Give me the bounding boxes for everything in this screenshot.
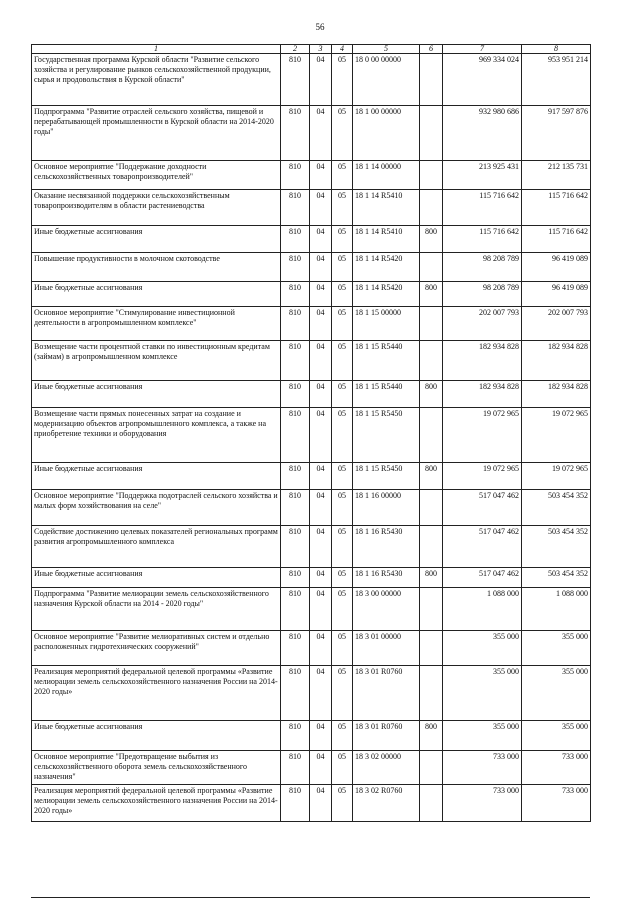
table-row — [32, 54, 591, 106]
row-expense-type — [420, 666, 443, 721]
row-ministry-code: 810 — [281, 588, 310, 631]
table-row — [32, 190, 591, 226]
row-expense-type: 800 — [420, 721, 443, 751]
column-header-5: 5 — [353, 45, 420, 54]
row-section-code: 04 — [310, 190, 332, 226]
table-row — [32, 568, 591, 588]
row-amount-col7: 355 000 — [443, 721, 522, 751]
row-expense-type — [420, 341, 443, 381]
table-row — [32, 381, 591, 408]
column-header-7: 7 — [443, 45, 522, 54]
row-name: Иные бюджетные ассигнования — [32, 463, 281, 490]
row-amount-col8: 19 072 965 — [522, 408, 591, 463]
row-amount-col7: 182 934 828 — [443, 341, 522, 381]
row-amount-col8: 115 716 642 — [522, 190, 591, 226]
row-amount-col7: 1 088 000 — [443, 588, 522, 631]
row-target-article: 18 1 16 R5430 — [353, 526, 420, 568]
row-section-code: 04 — [310, 381, 332, 408]
row-expense-type — [420, 526, 443, 568]
table-row — [32, 106, 591, 161]
row-amount-col8: 503 454 352 — [522, 490, 591, 526]
row-amount-col7: 19 072 965 — [443, 463, 522, 490]
row-expense-type — [420, 253, 443, 282]
column-header-4: 4 — [332, 45, 353, 54]
row-amount-col8: 733 000 — [522, 751, 591, 785]
row-ministry-code: 810 — [281, 282, 310, 307]
row-section-code: 04 — [310, 253, 332, 282]
row-ministry-code: 810 — [281, 463, 310, 490]
row-expense-type: 800 — [420, 568, 443, 588]
row-amount-col8: 96 419 089 — [522, 282, 591, 307]
table-row — [32, 341, 591, 381]
row-expense-type — [420, 588, 443, 631]
row-section-code: 04 — [310, 307, 332, 341]
table-row — [32, 631, 591, 666]
table-row — [32, 526, 591, 568]
row-subsection-code: 05 — [332, 526, 353, 568]
row-amount-col7: 115 716 642 — [443, 190, 522, 226]
row-target-article: 18 1 14 R5410 — [353, 226, 420, 253]
row-section-code: 04 — [310, 751, 332, 785]
row-amount-col8: 355 000 — [522, 666, 591, 721]
table-row — [32, 282, 591, 307]
row-subsection-code: 05 — [332, 463, 353, 490]
row-subsection-code: 05 — [332, 253, 353, 282]
row-name: Подпрограмма "Развитие мелиорации земель сельскохозяйственного назначения Курской области на 2014 - 2020 годы" — [32, 588, 281, 631]
row-amount-col7: 517 047 462 — [443, 568, 522, 588]
row-ministry-code: 810 — [281, 631, 310, 666]
table-row — [32, 721, 591, 751]
row-name: Реализация мероприятий федеральной целевой программы «Развитие мелиорации земель сельскохозяйственного назначения России на 2014-2020 годы» — [32, 666, 281, 721]
row-name: Иные бюджетные ассигнования — [32, 282, 281, 307]
row-subsection-code: 05 — [332, 568, 353, 588]
row-name: Основное мероприятие "Поддержание доходности сельскохозяйственных товаропроизводителей" — [32, 161, 281, 190]
row-target-article: 18 1 16 R5430 — [353, 568, 420, 588]
row-amount-col7: 202 007 793 — [443, 307, 522, 341]
row-amount-col7: 355 000 — [443, 631, 522, 666]
row-name: Основное мероприятие "Развитие мелиоративных систем и отдельно расположенных гидротехнических сооружений" — [32, 631, 281, 666]
row-section-code: 04 — [310, 341, 332, 381]
row-section-code: 04 — [310, 526, 332, 568]
row-target-article: 18 1 15 00000 — [353, 307, 420, 341]
row-section-code: 04 — [310, 161, 332, 190]
row-expense-type — [420, 785, 443, 822]
row-name: Основное мероприятие "Предотвращение выбытия из сельскохозяйственного оборота земель сельскохозяйственного назначения" — [32, 751, 281, 785]
row-target-article: 18 0 00 00000 — [353, 54, 420, 106]
row-ministry-code: 810 — [281, 190, 310, 226]
row-target-article: 18 1 14 R5420 — [353, 282, 420, 307]
row-target-article: 18 3 02 R0760 — [353, 785, 420, 822]
table-row — [32, 785, 591, 822]
row-expense-type: 800 — [420, 226, 443, 253]
table-row — [32, 253, 591, 282]
row-subsection-code: 05 — [332, 785, 353, 822]
row-amount-col8: 503 454 352 — [522, 526, 591, 568]
row-subsection-code: 05 — [332, 490, 353, 526]
row-amount-col8: 733 000 — [522, 785, 591, 822]
bottom-rule — [31, 897, 590, 898]
row-subsection-code: 05 — [332, 751, 353, 785]
row-target-article: 18 1 15 R5440 — [353, 341, 420, 381]
row-name: Возмещение части прямых понесенных затрат на создание и модернизацию объектов агропромышленного комплекса, а также на приобретение техники и оборудования — [32, 408, 281, 463]
column-header-3: 3 — [310, 45, 332, 54]
row-amount-col8: 355 000 — [522, 631, 591, 666]
column-header-8: 8 — [522, 45, 591, 54]
budget-table — [31, 44, 591, 822]
row-section-code: 04 — [310, 721, 332, 751]
row-amount-col7: 182 934 828 — [443, 381, 522, 408]
row-amount-col7: 115 716 642 — [443, 226, 522, 253]
row-expense-type — [420, 307, 443, 341]
table-row — [32, 408, 591, 463]
row-name: Оказание несвязанной поддержки сельскохозяйственным товаропроизводителям в области растениеводства — [32, 190, 281, 226]
row-section-code: 04 — [310, 463, 332, 490]
row-target-article: 18 1 14 00000 — [353, 161, 420, 190]
table-row — [32, 307, 591, 341]
row-amount-col7: 733 000 — [443, 785, 522, 822]
table-row — [32, 463, 591, 490]
row-target-article: 18 1 14 R5420 — [353, 253, 420, 282]
row-ministry-code: 810 — [281, 307, 310, 341]
row-section-code: 04 — [310, 408, 332, 463]
row-section-code: 04 — [310, 226, 332, 253]
row-name: Иные бюджетные ассигнования — [32, 381, 281, 408]
table-row — [32, 490, 591, 526]
row-subsection-code: 05 — [332, 226, 353, 253]
row-name: Возмещение части процентной ставки по инвестиционным кредитам (займам) в агропромышленном комплексе — [32, 341, 281, 381]
row-ministry-code: 810 — [281, 408, 310, 463]
row-ministry-code: 810 — [281, 785, 310, 822]
row-amount-col8: 917 597 876 — [522, 106, 591, 161]
row-subsection-code: 05 — [332, 54, 353, 106]
row-section-code: 04 — [310, 785, 332, 822]
row-amount-col8: 202 007 793 — [522, 307, 591, 341]
row-ministry-code: 810 — [281, 568, 310, 588]
row-amount-col8: 115 716 642 — [522, 226, 591, 253]
row-amount-col7: 517 047 462 — [443, 490, 522, 526]
row-name: Повышение продуктивности в молочном скотоводстве — [32, 253, 281, 282]
row-name: Основное мероприятие "Поддержка подотраслей сельского хозяйства и малых форм хозяйствования на селе" — [32, 490, 281, 526]
row-subsection-code: 05 — [332, 666, 353, 721]
row-ministry-code: 810 — [281, 106, 310, 161]
row-section-code: 04 — [310, 54, 332, 106]
row-ministry-code: 810 — [281, 490, 310, 526]
row-section-code: 04 — [310, 631, 332, 666]
row-ministry-code: 810 — [281, 721, 310, 751]
row-ministry-code: 810 — [281, 666, 310, 721]
row-expense-type: 800 — [420, 282, 443, 307]
row-target-article: 18 3 01 R0760 — [353, 666, 420, 721]
row-ministry-code: 810 — [281, 226, 310, 253]
row-subsection-code: 05 — [332, 282, 353, 307]
row-target-article: 18 1 14 R5410 — [353, 190, 420, 226]
row-ministry-code: 810 — [281, 54, 310, 106]
row-amount-col7: 98 208 789 — [443, 253, 522, 282]
row-ministry-code: 810 — [281, 341, 310, 381]
row-amount-col7: 355 000 — [443, 666, 522, 721]
row-subsection-code: 05 — [332, 721, 353, 751]
row-expense-type — [420, 631, 443, 666]
row-amount-col8: 182 934 828 — [522, 341, 591, 381]
row-amount-col8: 96 419 089 — [522, 253, 591, 282]
column-header-2: 2 — [281, 45, 310, 54]
row-target-article: 18 3 01 R0760 — [353, 721, 420, 751]
column-header-1: 1 — [32, 45, 281, 54]
row-expense-type — [420, 54, 443, 106]
row-name: Иные бюджетные ассигнования — [32, 721, 281, 751]
row-section-code: 04 — [310, 490, 332, 526]
table-row — [32, 226, 591, 253]
row-section-code: 04 — [310, 282, 332, 307]
row-amount-col8: 182 934 828 — [522, 381, 591, 408]
page-number: 56 — [315, 22, 325, 32]
row-subsection-code: 05 — [332, 631, 353, 666]
row-name: Подпрограмма "Развитие отраслей сельского хозяйства, пищевой и перерабатывающей промышленности в Курской области на 2014-2020 годы" — [32, 106, 281, 161]
row-expense-type — [420, 408, 443, 463]
row-section-code: 04 — [310, 106, 332, 161]
row-subsection-code: 05 — [332, 341, 353, 381]
row-section-code: 04 — [310, 568, 332, 588]
row-amount-col7: 932 980 686 — [443, 106, 522, 161]
row-ministry-code: 810 — [281, 253, 310, 282]
row-amount-col7: 517 047 462 — [443, 526, 522, 568]
row-target-article: 18 1 15 R5440 — [353, 381, 420, 408]
row-expense-type — [420, 161, 443, 190]
table-row — [32, 666, 591, 721]
row-amount-col7: 733 000 — [443, 751, 522, 785]
row-amount-col7: 969 334 024 — [443, 54, 522, 106]
row-amount-col7: 98 208 789 — [443, 282, 522, 307]
row-target-article: 18 3 01 00000 — [353, 631, 420, 666]
row-subsection-code: 05 — [332, 381, 353, 408]
row-amount-col8: 503 454 352 — [522, 568, 591, 588]
row-expense-type — [420, 190, 443, 226]
row-amount-col7: 213 925 431 — [443, 161, 522, 190]
row-name: Основное мероприятие "Стимулирование инвестиционной деятельности в агропромышленном комплексе" — [32, 307, 281, 341]
row-name: Реализация мероприятий федеральной целевой программы «Развитие мелиорации земель сельскохозяйственного назначения России на 2014-2020 годы» — [32, 785, 281, 822]
table-row — [32, 751, 591, 785]
row-expense-type: 800 — [420, 463, 443, 490]
row-expense-type — [420, 751, 443, 785]
row-subsection-code: 05 — [332, 106, 353, 161]
row-section-code: 04 — [310, 666, 332, 721]
row-amount-col8: 355 000 — [522, 721, 591, 751]
row-ministry-code: 810 — [281, 381, 310, 408]
row-target-article: 18 1 16 00000 — [353, 490, 420, 526]
row-target-article: 18 1 15 R5450 — [353, 463, 420, 490]
row-ministry-code: 810 — [281, 751, 310, 785]
row-amount-col7: 19 072 965 — [443, 408, 522, 463]
table-row — [32, 588, 591, 631]
row-subsection-code: 05 — [332, 307, 353, 341]
row-name: Иные бюджетные ассигнования — [32, 226, 281, 253]
row-name: Государственная программа Курской области "Развитие сельского хозяйства и регулирование рынков сельскохозяйственной продукции, сырья и продовольствия в Курской области" — [32, 54, 281, 106]
row-name: Содействие достижению целевых показателей региональных программ развития агропромышленного комплекса — [32, 526, 281, 568]
row-name: Иные бюджетные ассигнования — [32, 568, 281, 588]
row-subsection-code: 05 — [332, 190, 353, 226]
row-section-code: 04 — [310, 588, 332, 631]
row-subsection-code: 05 — [332, 588, 353, 631]
row-subsection-code: 05 — [332, 161, 353, 190]
row-subsection-code: 05 — [332, 408, 353, 463]
row-amount-col8: 1 088 000 — [522, 588, 591, 631]
row-ministry-code: 810 — [281, 526, 310, 568]
row-expense-type: 800 — [420, 381, 443, 408]
column-header-6: 6 — [420, 45, 443, 54]
row-expense-type — [420, 490, 443, 526]
row-target-article: 18 1 15 R5450 — [353, 408, 420, 463]
table-row — [32, 161, 591, 190]
row-amount-col8: 19 072 965 — [522, 463, 591, 490]
row-amount-col8: 212 135 731 — [522, 161, 591, 190]
row-ministry-code: 810 — [281, 161, 310, 190]
row-target-article: 18 1 00 00000 — [353, 106, 420, 161]
row-target-article: 18 3 02 00000 — [353, 751, 420, 785]
row-amount-col8: 953 951 214 — [522, 54, 591, 106]
row-expense-type — [420, 106, 443, 161]
table-header-row — [32, 45, 591, 54]
row-target-article: 18 3 00 00000 — [353, 588, 420, 631]
